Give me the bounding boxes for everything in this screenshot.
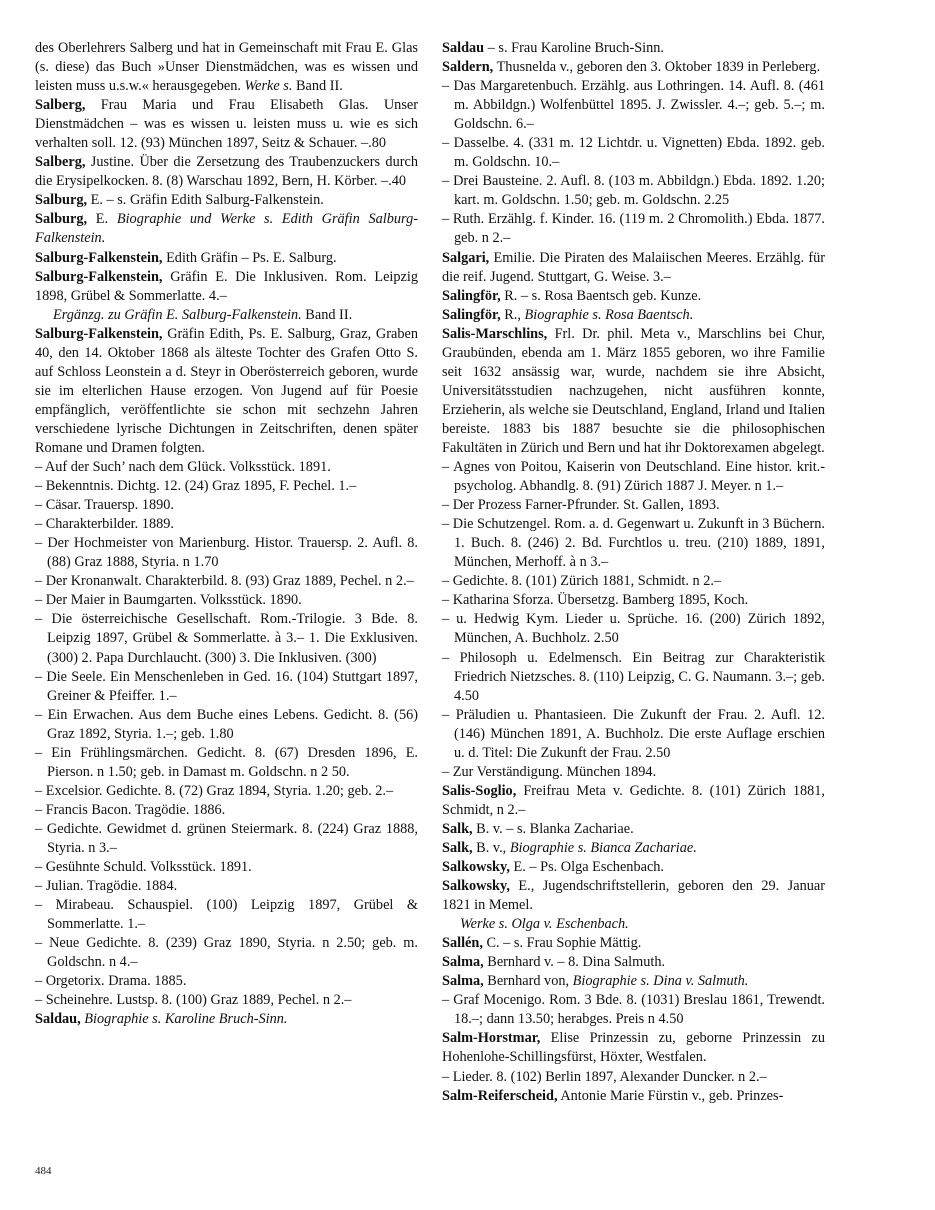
entry-paragraph: [442, 39, 825, 58]
entry-text: E., Jugendschriftstellerin, geboren den 29. Januar 1821 in Memel.: [442, 878, 825, 914]
entry-text: – Cäsar. Trauersp. 1890.: [35, 497, 174, 514]
entry-text: – Präludien u. Phantasieen. Die Zukunft der Frau. 2. Aufl. 12. (146) München 1891, A. Buchholz. Die erste Auflage erschien u. d. Titel: Die Zukunft der Frau. 2.50: [442, 706, 825, 761]
entry-text: – Orgetorix. Drama. 1885.: [35, 973, 187, 990]
entry-italic-reference: Biographie und Werke s. Edith Gräfin Salburg-Falkenstein.: [35, 211, 418, 247]
work-list-item: [442, 458, 825, 496]
entry-italic-reference: Werke s.: [244, 78, 293, 95]
entry-text: Freifrau Meta v. Gedichte. 8. (101) Zürich 1881, Schmidt, n 2.–: [442, 782, 825, 818]
work-list-item: [442, 515, 825, 572]
entry-headword: Salkowsky,: [442, 878, 510, 895]
entry-text: – Philosoph u. Edelmensch. Ein Beitrag zur Charakteristik Friedrich Nietzsches. 8. (110) Leipzig, C. G. Naumann. 3.–; geb. 4.50: [442, 649, 825, 704]
entry-paragraph: [35, 306, 418, 325]
entry-paragraph: [442, 782, 825, 820]
entry-paragraph: [35, 268, 418, 306]
entry-paragraph: [442, 934, 825, 953]
entry-text: – Dasselbe. 4. (331 m. 12 Lichtdr. u. Vignetten) Ebda. 1892. geb. m. Goldschn. 10.–: [442, 135, 825, 171]
work-list-item: [442, 649, 825, 706]
entry-text: Frl. Dr. phil. Meta v., Marschlins bei Chur, Graubünden, ebenda am 1. März 1855 geboren, wo ihre Familie seit 1632 ansässig war, wurde, nachdem sie ihre Absicht, Universitätsstudien nachzugehen, nicht ausführen konnte, Erzieherin, als welche sie Deutschland, England, Irland und Italien bereiste. 1883 bis 1887 besuchte sie die philosophischen Fakultäten in Zürich und Bern und hat ihr Doktorexamen abgelegt.: [442, 325, 825, 456]
entry-headword: Saldau,: [35, 1011, 81, 1028]
work-list-item: [35, 801, 418, 820]
entry-text: – Ein Erwachen. Aus dem Buche eines Lebens. Gedicht. 8. (56) Graz 1892, Styria. 1.–; geb. 1.80: [35, 706, 418, 742]
entry-text: Justine. Über die Zersetzung des Traubenzuckers durch die Erysipelkocken. 8. (8) Warschau 1892, Bern, H. Körber. –.40: [35, 154, 418, 190]
work-list-item: [35, 744, 418, 782]
entry-paragraph: [442, 287, 825, 306]
work-list-item: [442, 172, 825, 210]
entry-text: – u. Hedwig Kym. Lieder u. Sprüche. 16. (200) Zürich 1892, München, A. Buchholz. 2.50: [442, 611, 825, 647]
work-list-item: [35, 496, 418, 515]
right-column: [442, 39, 825, 1106]
work-list-item: [35, 534, 418, 572]
entry-text: des Oberlehrers Salberg und hat in Gemeinschaft mit Frau E. Glas (s. diese) das Buch »Unser Dienstmädchen, was es wissen und leisten muss u.s.w.« herausgegeben.: [35, 40, 418, 95]
work-list-item: [35, 572, 418, 591]
work-list-item: [442, 572, 825, 591]
entry-headword: Salberg,: [35, 154, 86, 171]
entry-text: – Das Margaretenbuch. Erzählg. aus Lothringen. 14. Aufl. 8. (461 m. Abbildgn.) Wolfenbüttel 1895. J. Zwissler. 4.–; geb. 5.–; m. Goldschn. 6.–: [442, 78, 825, 133]
entry-paragraph: [442, 1029, 825, 1067]
entry-headword: Salis-Marschlins,: [442, 325, 548, 342]
entry-text: – Ein Frühlingsmärchen. Gedicht. 8. (67) Dresden 1896, E. Pierson. n 1.50; geb. in Damast m. Goldschn. n 2 50.: [35, 744, 418, 780]
work-list-item: [35, 972, 418, 991]
entry-italic-reference: Biographie s. Bianca Zachariae.: [509, 839, 697, 856]
entry-headword: Salberg,: [35, 97, 86, 114]
entry-paragraph: [442, 972, 825, 991]
work-list-item: [442, 610, 825, 648]
entry-text: R. – s. Rosa Baentsch geb. Kunze.: [500, 287, 702, 304]
work-list-item: [442, 763, 825, 782]
entry-paragraph: [35, 325, 418, 458]
entry-text: – Drei Bausteine. 2. Aufl. 8. (103 m. Abbildgn.) Ebda. 1892. 1.20; kart. m. Goldschn. 1.50; geb. m. Goldschn. 2.25: [442, 173, 825, 209]
work-list-item: [442, 210, 825, 248]
entry-paragraph: [35, 153, 418, 191]
entry-text: Antonie Marie Fürstin v., geb. Prinzes-: [557, 1087, 784, 1104]
entry-paragraph: [442, 839, 825, 858]
entry-text: Gräfin E. Die Inklusiven. Rom. Leipzig 1898, Grübel & Sommerlatte. 4.–: [35, 268, 418, 304]
entry-paragraph: [442, 877, 825, 915]
entry-paragraph: [442, 820, 825, 839]
entry-text: – Auf der Such’ nach dem Glück. Volksstück. 1891.: [35, 459, 331, 476]
work-list-item: [442, 991, 825, 1029]
entry-headword: Sallén,: [442, 935, 483, 952]
work-list-item: [35, 877, 418, 896]
entry-paragraph: [35, 191, 418, 210]
work-list-item: [442, 591, 825, 610]
dictionary-page: [35, 39, 915, 1169]
work-list-item: [35, 610, 418, 667]
work-list-item: [35, 991, 418, 1010]
entry-text: – s. Frau Karoline Bruch-Sinn.: [484, 40, 665, 56]
entry-text: B. v.,: [472, 839, 510, 856]
entry-headword: Saldau: [442, 40, 485, 56]
entry-paragraph: [442, 306, 825, 325]
page-number: 484: [35, 1165, 52, 1177]
entry-text: – Charakterbilder. 1889.: [35, 516, 174, 533]
entry-text: E.: [87, 211, 117, 228]
entry-text: Edith Gräfin – Ps. E. Salburg.: [162, 249, 337, 266]
entry-text: – Die Seele. Ein Menschenleben in Ged. 16. (104) Stuttgart 1897, Greiner & Pfeiffer. 1.–: [35, 668, 418, 704]
entry-headword: Salis-Soglio,: [442, 782, 517, 799]
work-list-item: [35, 896, 418, 934]
work-list-item: [35, 458, 418, 477]
entry-headword: Salburg,: [35, 211, 88, 228]
entry-text: – Ruth. Erzählg. f. Kinder. 16. (119 m. 2 Chromolith.) Ebda. 1877. geb. n 2.–: [442, 211, 825, 247]
entry-text: Bernhard v. – 8. Dina Salmuth.: [483, 954, 666, 971]
entry-paragraph: [35, 210, 418, 248]
entry-italic-reference: Werke s. Olga v. Eschenbach.: [460, 916, 629, 933]
entry-text: – Graf Mocenigo. Rom. 3 Bde. 8. (1031) Breslau 1861, Trewendt. 18.–; dann 13.50; herabges. Preis n 4.50: [442, 992, 825, 1028]
entry-text-suffix: Band II.: [292, 78, 343, 95]
entry-paragraph: [442, 58, 825, 77]
entry-headword: Salm-Reiferscheid,: [442, 1087, 558, 1104]
entry-text: – Gedichte. 8. (101) Zürich 1881, Schmidt. n 2.–: [442, 573, 722, 590]
entry-headword: Salingför,: [442, 287, 501, 304]
entry-paragraph: [35, 249, 418, 268]
entry-italic-reference: Ergänzg. zu Gräfin E. Salburg-Falkenstein.: [53, 306, 302, 323]
work-list-item: [35, 858, 418, 877]
entry-paragraph: [35, 39, 418, 96]
entry-headword: Salburg-Falkenstein,: [35, 249, 163, 266]
work-list-item: [442, 1068, 825, 1087]
entry-text: – Katharina Sforza. Übersetzg. Bamberg 1895, Koch.: [442, 592, 749, 609]
entry-text: Emilie. Die Piraten des Malaiischen Meeres. Erzählg. für die reif. Jugend. Stuttgart, G. Weise. 3.–: [442, 249, 825, 285]
entry-text: E. – Ps. Olga Eschenbach.: [509, 859, 665, 876]
entry-text: – Julian. Tragödie. 1884.: [35, 878, 178, 895]
entry-text: – Die Schutzengel. Rom. a. d. Gegenwart u. Zukunft in 3 Büchern. 1. Buch. 8. (246) 2. Bd. Furchtlos u. treu. (210) 1889, 1891, München, Merhoff. à n 3.–: [442, 516, 825, 571]
work-list-item: [35, 706, 418, 744]
work-list-item: [35, 515, 418, 534]
entry-text: Elise Prinzessin zu, geborne Prinzessin zu Hohenlohe-Schillingsfürst, Höxter, Westfalen.: [442, 1030, 825, 1066]
entry-text: – Lieder. 8. (102) Berlin 1897, Alexander Duncker. n 2.–: [442, 1068, 767, 1085]
entry-headword: Salkowsky,: [442, 859, 510, 876]
entry-text: – Der Prozess Farner-Pfrunder. St. Gallen, 1893.: [442, 497, 720, 514]
entry-paragraph: [442, 1087, 825, 1106]
entry-italic-reference: Biographie s. Dina v. Salmuth.: [572, 973, 749, 990]
entry-text: Thusnelda v., geboren den 3. Oktober 1839 in Perleberg.: [493, 59, 821, 76]
entry-text: – Gedichte. Gewidmet d. grünen Steiermark. 8. (224) Graz 1888, Styria. n 3.–: [35, 820, 418, 856]
entry-text: – Bekenntnis. Dichtg. 12. (24) Graz 1895, F. Pechel. 1.–: [35, 478, 357, 495]
entry-headword: Salburg-Falkenstein,: [35, 325, 163, 342]
work-list-item: [442, 134, 825, 172]
entry-text: – Excelsior. Gedichte. 8. (72) Graz 1894, Styria. 1.20; geb. 2.–: [35, 782, 394, 799]
entry-headword: Salgari,: [442, 249, 490, 266]
entry-paragraph: [35, 96, 418, 153]
work-list-item: [35, 668, 418, 706]
entry-text: – Der Hochmeister von Marienburg. Histor. Trauersp. 2. Aufl. 8. (88) Graz 1888, Styria. n 1.70: [35, 535, 418, 571]
entry-paragraph: [442, 915, 825, 934]
entry-text: – Francis Bacon. Tragödie. 1886.: [35, 801, 226, 818]
entry-text-suffix: Band II.: [301, 306, 353, 323]
entry-paragraph: [442, 953, 825, 972]
entry-headword: Salburg-Falkenstein,: [35, 268, 163, 285]
entry-headword: Salm-Horstmar,: [442, 1030, 541, 1047]
entry-headword: Saldern,: [442, 59, 494, 76]
entry-text: C. – s. Frau Sophie Mättig.: [482, 935, 642, 952]
entry-paragraph: [442, 325, 825, 458]
entry-italic-reference: Biographie s. Karoline Bruch-Sinn.: [84, 1011, 288, 1028]
work-list-item: [35, 477, 418, 496]
entry-headword: Salingför,: [442, 306, 501, 323]
entry-text: Frau Maria und Frau Elisabeth Glas. Unser Dienstmädchen – was es wissen u. leisten muss u. wie es sich verhalten soll. 12. (93) München 1897, Seitz & Schauer. –.80: [35, 97, 418, 152]
entry-headword: Salburg,: [35, 192, 88, 209]
work-list-item: [442, 706, 825, 763]
entry-text: – Scheinehre. Lustsp. 8. (100) Graz 1889, Pechel. n 2.–: [35, 992, 352, 1009]
entry-text: – Der Kronanwalt. Charakterbild. 8. (93) Graz 1889, Pechel. n 2.–: [35, 573, 414, 590]
left-column: [35, 39, 418, 1029]
entry-headword: Salk,: [442, 839, 473, 856]
entry-text: E. – s. Gräfin Edith Salburg-Falkenstein.: [87, 192, 324, 209]
entry-text: R.,: [500, 306, 525, 323]
entry-text: – Mirabeau. Schauspiel. (100) Leipzig 1897, Grübel & Sommerlatte. 1.–: [35, 897, 418, 933]
work-list-item: [35, 782, 418, 801]
entry-paragraph: [442, 249, 825, 287]
entry-text: – Agnes von Poitou, Kaiserin von Deutschland. Eine histor. krit.-psycholog. Abhandlg. 8. (91) Zürich 1887 J. Meyer. n 1.–: [442, 459, 825, 495]
entry-text: – Gesühnte Schuld. Volksstück. 1891.: [35, 859, 252, 876]
work-list-item: [442, 496, 825, 515]
entry-paragraph: [442, 858, 825, 877]
entry-text: B. v. – s. Blanka Zachariae.: [472, 820, 634, 837]
work-list-item: [442, 77, 825, 134]
entry-headword: Salma,: [442, 973, 484, 990]
work-list-item: [35, 820, 418, 858]
entry-text: – Die österreichische Gesellschaft. Rom.-Trilogie. 3 Bde. 8. Leipzig 1897, Grübel & Sommerlatte. à 3.– 1. Die Exklusiven. (300) 2. Papa Durchlaucht. (300) 3. Die Inklusiven. (300): [35, 611, 418, 666]
entry-text: – Neue Gedichte. 8. (239) Graz 1890, Styria. n 2.50; geb. m. Goldschn. n 4.–: [35, 935, 418, 971]
work-list-item: [35, 934, 418, 972]
entry-text: – Zur Verständigung. München 1894.: [442, 763, 657, 780]
entry-text: Gräfin Edith, Ps. E. Salburg, Graz, Graben 40, den 14. Oktober 1868 als älteste Tochter des Grafen Otto S. auf Schloss Leonstein a d. Steyr in Oberösterreich geboren, wurde sie im elterlichen Hause erzogen. Von Jugend auf für Poesie empfänglich, veröffentlichte sie schon mit sechzehn Jahren verschiedene lyrische Dichtungen in Zeitschriften, denen später Romane und Dramen folgten.: [35, 325, 418, 456]
entry-italic-reference: Biographie s. Rosa Baentsch.: [524, 306, 694, 323]
entry-paragraph: [35, 1010, 418, 1029]
entry-headword: Salk,: [442, 820, 473, 837]
work-list-item: [35, 591, 418, 610]
entry-text: Bernhard von,: [483, 973, 573, 990]
entry-text: – Der Maier in Baumgarten. Volksstück. 1890.: [35, 592, 302, 609]
entry-headword: Salma,: [442, 954, 484, 971]
